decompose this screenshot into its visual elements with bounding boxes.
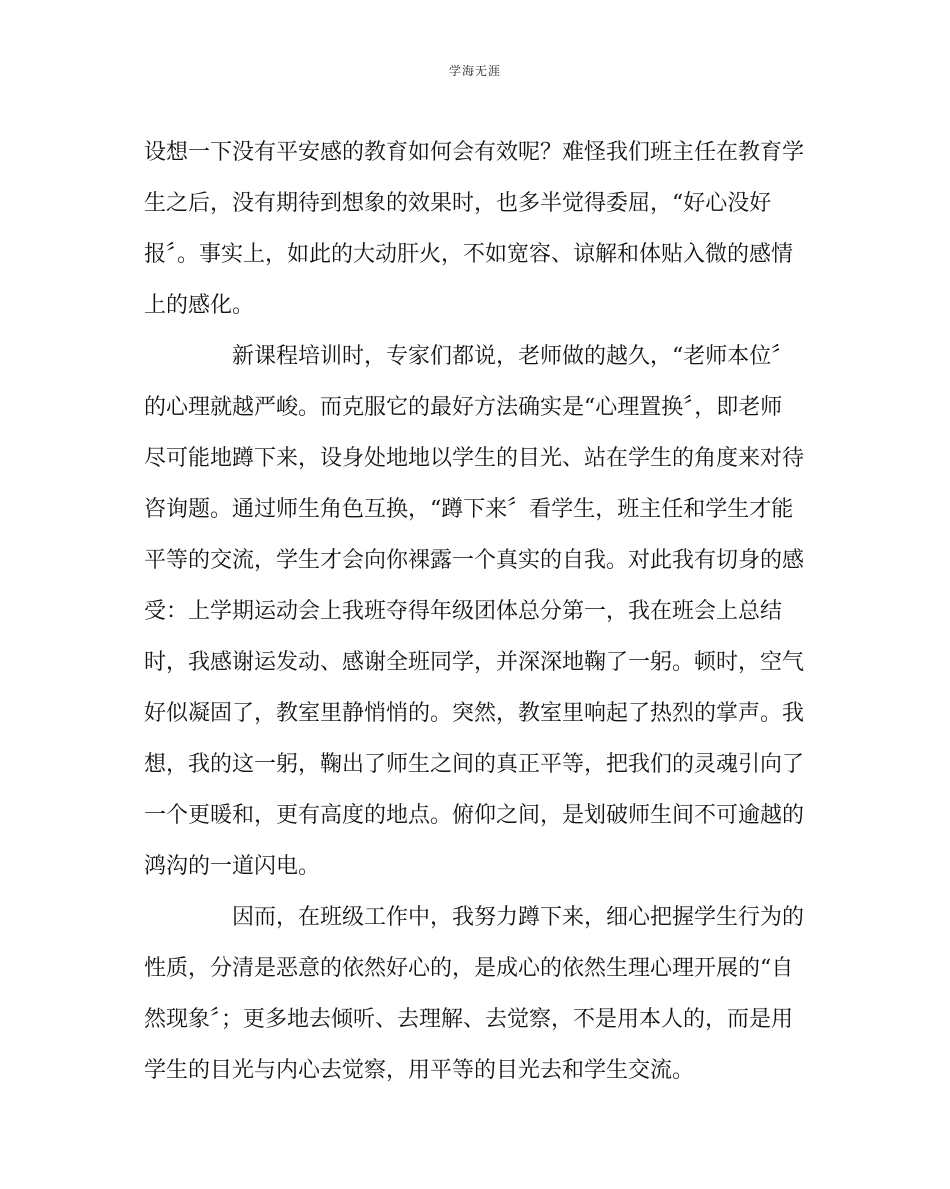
text-line: 生之后，没有期待到想象的效果时，也多半觉得委屈，“好心没好 <box>144 191 772 216</box>
page-header: 学海无涯 <box>448 64 501 78</box>
text-line: 好似凝固了，教室里静悄悄的。突然，教室里响起了热烈的掌声。我 <box>144 701 805 726</box>
text-line: 上的感化。 <box>144 293 255 318</box>
text-line: 平等的交流，学生才会向你裸露一个真实的自我。对此我有切身的感 <box>144 548 805 573</box>
text-line: 的心理就越严峻。而克服它的最好方法确实是“心理置换〞，即老师 <box>144 395 783 420</box>
text-line: 想，我的这一躬，鞠出了师生之间的真正平等，把我们的灵魂引向了 <box>144 752 805 777</box>
text-line-indented: 新课程培训时，专家们都说，老师做的越久，“老师本位〞 <box>232 344 794 369</box>
text-line: 一个更暖和，更有高度的地点。俯仰之间，是划破师生间不可逾越的 <box>144 803 805 828</box>
text-line: 尽可能地蹲下来，设身处地地以学生的目光、站在学生的角度来对待 <box>144 446 805 471</box>
text-line: 性质，分清是恶意的依然好心的，是成心的依然生理心理开展的“自 <box>144 956 794 981</box>
paragraph <box>144 892 806 1096</box>
text-line: 报〞。事实上，如此的大动肝火，不如宽容、谅解和体贴入微的感情 <box>144 242 794 267</box>
text-line: 受：上学期运动会上我班夺得年级团体总分第一，我在班会上总结 <box>144 599 783 624</box>
paragraph <box>144 127 806 331</box>
body-text <box>144 127 806 1096</box>
paragraph <box>144 331 806 892</box>
text-line: 时，我感谢运发动、感谢全班同学，并深深地鞠了一躬。顿时，空气 <box>144 650 805 675</box>
text-line: 设想一下没有平安感的教育如何会有效呢？难怪我们班主任在教育学 <box>144 140 805 165</box>
text-line: 咨询题。通过师生角色互换，“蹲下来〞看学生，班主任和学生才能 <box>144 497 794 522</box>
text-line: 学生的目光与内心去觉察，用平等的目光去和学生交流。 <box>144 1058 695 1083</box>
text-line: 然现象〞；更多地去倾听、去理解、去觉察，不是用本人的，而是用 <box>144 1007 794 1032</box>
text-line: 鸿沟的一道闪电。 <box>144 854 321 879</box>
text-line-indented: 因而，在班级工作中，我努力蹲下来，细心把握学生行为的 <box>232 905 805 930</box>
